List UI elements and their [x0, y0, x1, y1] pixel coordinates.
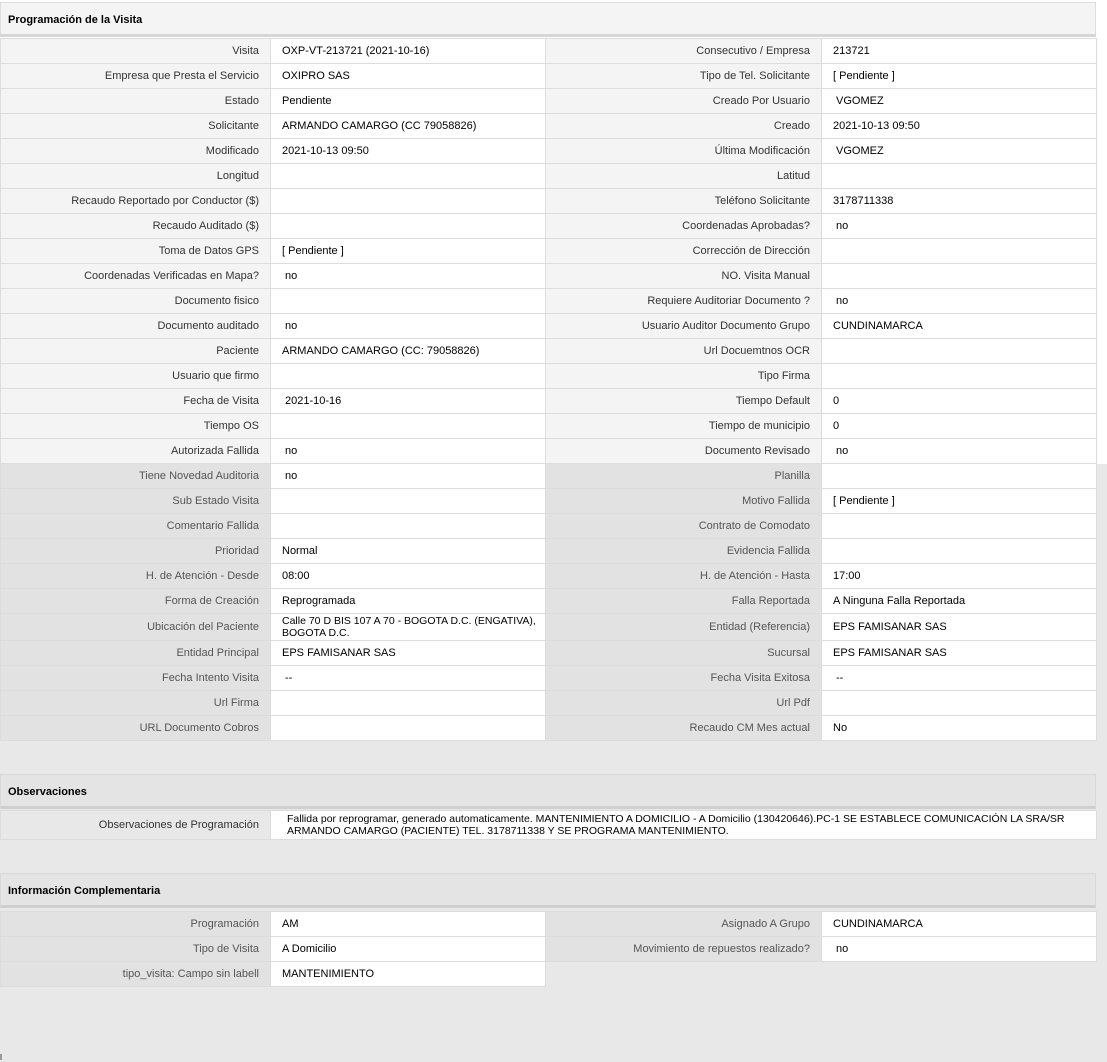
label-usuario-que-firmo: Usuario que firmo — [1, 364, 271, 389]
programacion-row — [1, 589, 1097, 614]
programacion-row — [1, 264, 1097, 289]
value-recaudo-reportado-por-conductor — [271, 189, 546, 214]
label-paciente: Paciente — [1, 339, 271, 364]
programacion-row — [1, 614, 1097, 641]
label-falla-reportada: Falla Reportada — [546, 589, 822, 614]
label-solicitante: Solicitante — [1, 114, 271, 139]
programacion-row — [1, 314, 1097, 339]
label-recaudo-reportado-por-conductor: Recaudo Reportado por Conductor ($) — [1, 189, 271, 214]
programacion-row — [1, 89, 1097, 114]
label-fecha-de-visita: Fecha de Visita — [1, 389, 271, 414]
programacion-row — [1, 439, 1097, 464]
value-forma-de-creacion: Reprogramada — [271, 589, 546, 614]
programacion-row — [1, 564, 1097, 589]
label-tipo-de-visita: Tipo de Visita — [1, 937, 271, 962]
value-movimiento-de-repuestos-realizado: no — [822, 937, 1097, 962]
label-documento-fisico: Documento fisico — [1, 289, 271, 314]
value-contrato-de-comodato — [822, 514, 1097, 539]
programacion-row — [1, 489, 1097, 514]
section-header-programacion: Programación de la Visita — [0, 2, 1096, 37]
value-creado: 2021-10-13 09:50 — [822, 114, 1097, 139]
label-tiempo-default: Tiempo Default — [546, 389, 822, 414]
label-creado-por-usuario: Creado Por Usuario — [546, 89, 822, 114]
value-falla-reportada: A Ninguna Falla Reportada — [822, 589, 1097, 614]
complementaria-row — [1, 912, 1097, 937]
value-tipo-firma — [822, 364, 1097, 389]
value-no-visita-manual — [822, 264, 1097, 289]
label-consecutivo-empresa: Consecutivo / Empresa — [546, 39, 822, 64]
value-consecutivo-empresa: 213721 — [822, 39, 1097, 64]
label-recaudo-cm-mes-actual: Recaudo CM Mes actual — [546, 716, 822, 741]
label-url-documento-cobros: URL Documento Cobros — [1, 716, 271, 741]
label-tiempo-de-municipio: Tiempo de municipio — [546, 414, 822, 439]
value-h-de-atencion-hasta: 17:00 — [822, 564, 1097, 589]
label-telefono-solicitante: Teléfono Solicitante — [546, 189, 822, 214]
value-url-docuemtnos-ocr — [822, 339, 1097, 364]
value-tipo-de-tel-solicitante: [ Pendiente ] — [822, 64, 1097, 89]
programacion-row — [1, 289, 1097, 314]
empty-cell — [546, 962, 1097, 987]
value-recaudo-auditado — [271, 214, 546, 239]
value-asignado-a-grupo: CUNDINAMARCA — [822, 912, 1097, 937]
label-usuario-auditor-documento-grupo: Usuario Auditor Documento Grupo — [546, 314, 822, 339]
value-ultima-modificacion: VGOMEZ — [822, 139, 1097, 164]
programacion-table — [0, 38, 1097, 741]
value-coordenadas-aprobadas: no — [822, 214, 1097, 239]
label-comentario-fallida: Comentario Fallida — [1, 514, 271, 539]
value-entidad-referencia: EPS FAMISANAR SAS — [822, 614, 1097, 641]
label-no-visita-manual: NO. Visita Manual — [546, 264, 822, 289]
programacion-row — [1, 39, 1097, 64]
label-tiene-novedad-auditoria: Tiene Novedad Auditoria — [1, 464, 271, 489]
value-correccion-de-direccion — [822, 239, 1097, 264]
label-requiere-auditoriar-documento: Requiere Auditoriar Documento ? — [546, 289, 822, 314]
label-tiempo-os: Tiempo OS — [1, 414, 271, 439]
value-requiere-auditoriar-documento: no — [822, 289, 1097, 314]
value-entidad-principal: EPS FAMISANAR SAS — [271, 641, 546, 666]
value-creado-por-usuario: VGOMEZ — [822, 89, 1097, 114]
programacion-row — [1, 214, 1097, 239]
label-tipo-visita-campo-sin-labell: tipo_visita: Campo sin labell — [1, 962, 271, 987]
label-empresa-que-presta-el-servicio: Empresa que Presta el Servicio — [1, 64, 271, 89]
label-modificado: Modificado — [1, 139, 271, 164]
programacion-row — [1, 539, 1097, 564]
value-autorizada-fallida: no — [271, 439, 546, 464]
value-motivo-fallida: [ Pendiente ] — [822, 489, 1097, 514]
label-prioridad: Prioridad — [1, 539, 271, 564]
label-asignado-a-grupo: Asignado A Grupo — [546, 912, 822, 937]
label-autorizada-fallida: Autorizada Fallida — [1, 439, 271, 464]
value-ubicacion-del-paciente: Calle 70 D BIS 107 A 70 - BOGOTA D.C. (ENGATIVA), BOGOTA D.C. — [271, 614, 546, 641]
label-h-de-atencion-desde: H. de Atención - Desde — [1, 564, 271, 589]
label-recaudo-auditado: Recaudo Auditado ($) — [1, 214, 271, 239]
programacion-row — [1, 641, 1097, 666]
complementaria-row — [1, 937, 1097, 962]
value-comentario-fallida — [271, 514, 546, 539]
value-programacion: AM — [271, 912, 546, 937]
value-paciente: ARMANDO CAMARGO (CC: 79058826) — [271, 339, 546, 364]
section-header-observaciones: Observaciones — [0, 774, 1096, 809]
value-fecha-de-visita: 2021-10-16 — [271, 389, 546, 414]
label-fecha-intento-visita: Fecha Intento Visita — [1, 666, 271, 691]
programacion-row — [1, 514, 1097, 539]
value-estado: Pendiente — [271, 89, 546, 114]
programacion-row — [1, 339, 1097, 364]
label-creado: Creado — [546, 114, 822, 139]
label-visita: Visita — [1, 39, 271, 64]
label-ubicacion-del-paciente: Ubicación del Paciente — [1, 614, 271, 641]
value-url-pdf — [822, 691, 1097, 716]
value-latitud — [822, 164, 1097, 189]
value-url-documento-cobros — [271, 716, 546, 741]
value-telefono-solicitante: 3178711338 — [822, 189, 1097, 214]
label-correccion-de-direccion: Corrección de Dirección — [546, 239, 822, 264]
section-header-complementaria: Información Complementaria — [0, 873, 1096, 908]
label-tipo-firma: Tipo Firma — [546, 364, 822, 389]
programacion-row — [1, 364, 1097, 389]
observaciones-table — [0, 810, 1097, 840]
programacion-row — [1, 164, 1097, 189]
label-evidencia-fallida: Evidencia Fallida — [546, 539, 822, 564]
programacion-row — [1, 716, 1097, 741]
programacion-row — [1, 464, 1097, 489]
label-longitud: Longitud — [1, 164, 271, 189]
label-url-docuemtnos-ocr: Url Docuemtnos OCR — [546, 339, 822, 364]
value-planilla — [822, 464, 1097, 489]
label-url-pdf: Url Pdf — [546, 691, 822, 716]
value-prioridad: Normal — [271, 539, 546, 564]
value-tiempo-de-municipio: 0 — [822, 414, 1097, 439]
label-forma-de-creacion: Forma de Creación — [1, 589, 271, 614]
value-coordenadas-verificadas-en-mapa: no — [271, 264, 546, 289]
label-motivo-fallida: Motivo Fallida — [546, 489, 822, 514]
observaciones-value: Fallida por reprogramar, generado automaticamente. MANTENIMIENTO A DOMICILIO - A Domicilio (130420646).PC-1 SE ESTABLECE COMUNICACIÓN LA SRA/SR ARMANDO CAMARGO (PACIENTE) TEL. 3178711338 Y SE PROGRAMA MANTENIMIENTO. — [271, 811, 1097, 840]
value-documento-revisado: no — [822, 439, 1097, 464]
scroll-tick — [0, 1054, 2, 1060]
label-programacion: Programación — [1, 912, 271, 937]
value-sucursal: EPS FAMISANAR SAS — [822, 641, 1097, 666]
value-fecha-intento-visita: -- — [271, 666, 546, 691]
label-tipo-de-tel-solicitante: Tipo de Tel. Solicitante — [546, 64, 822, 89]
value-tiene-novedad-auditoria: no — [271, 464, 546, 489]
value-fecha-visita-exitosa: -- — [822, 666, 1097, 691]
label-estado: Estado — [1, 89, 271, 114]
value-recaudo-cm-mes-actual: No — [822, 716, 1097, 741]
label-url-firma: Url Firma — [1, 691, 271, 716]
value-tipo-visita-campo-sin-labell: MANTENIMIENTO — [271, 962, 546, 987]
value-h-de-atencion-desde: 08:00 — [271, 564, 546, 589]
programacion-row — [1, 114, 1097, 139]
programacion-row — [1, 239, 1097, 264]
observaciones-row — [1, 811, 1097, 840]
value-longitud — [271, 164, 546, 189]
label-contrato-de-comodato: Contrato de Comodato — [546, 514, 822, 539]
programacion-row — [1, 414, 1097, 439]
label-toma-de-datos-gps: Toma de Datos GPS — [1, 239, 271, 264]
value-evidencia-fallida — [822, 539, 1097, 564]
label-documento-auditado: Documento auditado — [1, 314, 271, 339]
label-latitud: Latitud — [546, 164, 822, 189]
observaciones-label: Observaciones de Programación — [1, 811, 271, 840]
value-modificado: 2021-10-13 09:50 — [271, 139, 546, 164]
value-url-firma — [271, 691, 546, 716]
complementaria-table — [0, 911, 1097, 987]
programacion-row — [1, 64, 1097, 89]
programacion-row — [1, 189, 1097, 214]
programacion-row — [1, 666, 1097, 691]
value-tipo-de-visita: A Domicilio — [271, 937, 546, 962]
value-documento-fisico — [271, 289, 546, 314]
label-h-de-atencion-hasta: H. de Atención - Hasta — [546, 564, 822, 589]
value-empresa-que-presta-el-servicio: OXIPRO SAS — [271, 64, 546, 89]
label-sub-estado-visita: Sub Estado Visita — [1, 489, 271, 514]
label-ultima-modificacion: Última Modificación — [546, 139, 822, 164]
label-fecha-visita-exitosa: Fecha Visita Exitosa — [546, 666, 822, 691]
label-sucursal: Sucursal — [546, 641, 822, 666]
value-usuario-auditor-documento-grupo: CUNDINAMARCA — [822, 314, 1097, 339]
programacion-row — [1, 691, 1097, 716]
value-visita: OXP-VT-213721 (2021-10-16) — [271, 39, 546, 64]
label-movimiento-de-repuestos-realizado: Movimiento de repuestos realizado? — [546, 937, 822, 962]
label-coordenadas-aprobadas: Coordenadas Aprobadas? — [546, 214, 822, 239]
value-documento-auditado: no — [271, 314, 546, 339]
label-documento-revisado: Documento Revisado — [546, 439, 822, 464]
label-entidad-referencia: Entidad (Referencia) — [546, 614, 822, 641]
complementaria-row — [1, 962, 1097, 987]
programacion-row — [1, 389, 1097, 414]
value-tiempo-default: 0 — [822, 389, 1097, 414]
value-sub-estado-visita — [271, 489, 546, 514]
programacion-row — [1, 139, 1097, 164]
label-planilla: Planilla — [546, 464, 822, 489]
value-toma-de-datos-gps: [ Pendiente ] — [271, 239, 546, 264]
label-entidad-principal: Entidad Principal — [1, 641, 271, 666]
label-coordenadas-verificadas-en-mapa: Coordenadas Verificadas en Mapa? — [1, 264, 271, 289]
value-tiempo-os — [271, 414, 546, 439]
value-usuario-que-firmo — [271, 364, 546, 389]
value-solicitante: ARMANDO CAMARGO (CC 79058826) — [271, 114, 546, 139]
